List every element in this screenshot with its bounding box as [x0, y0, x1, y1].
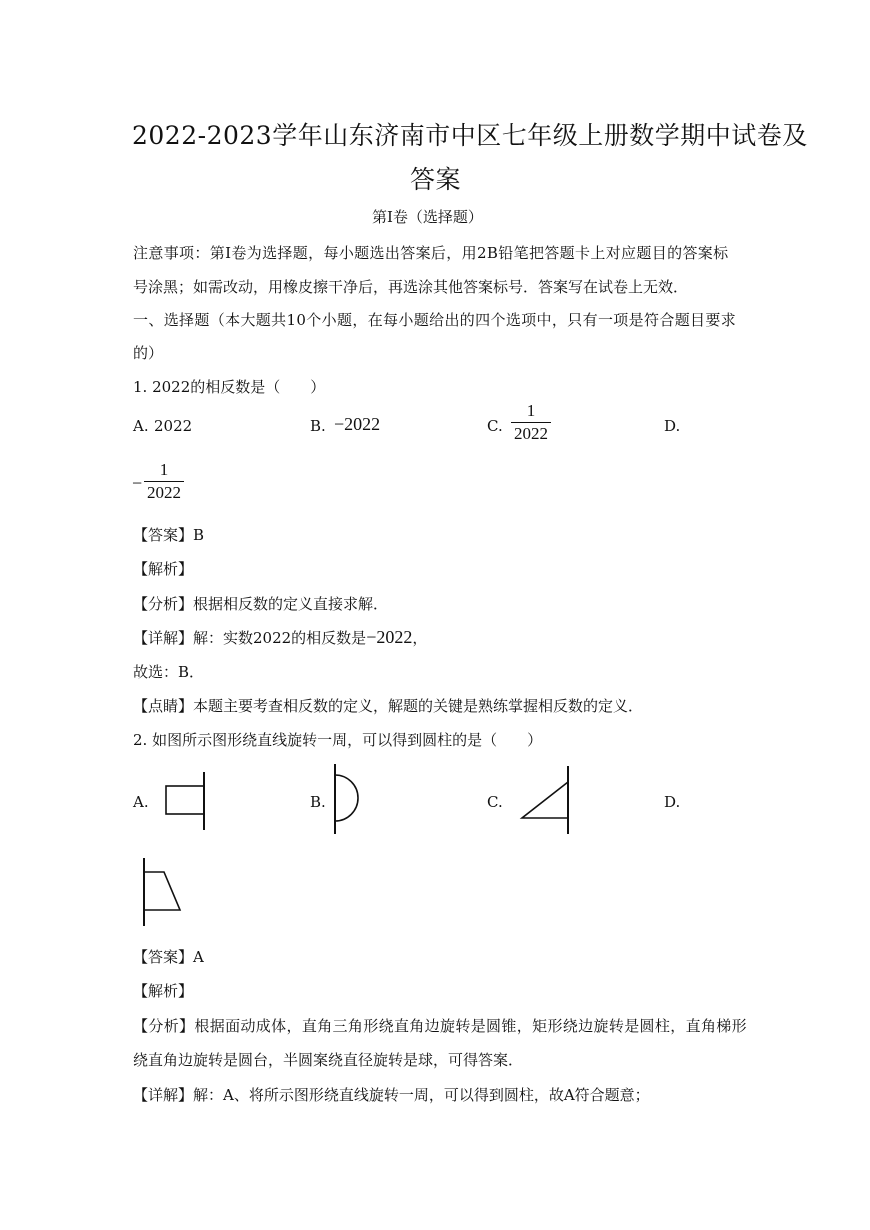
- q2-fenxi-line-1: 【分析】根据面动成体，直角三角形绕直角边旋转是圆锥，矩形绕边旋转是圆柱，直角梯形: [133, 1017, 748, 1035]
- page-title: 2022-2023学年山东济南市中区七年级上册数学期中试卷及: [132, 121, 808, 150]
- q1-detail-text: 【详解】解：实数2022的相反数是: [133, 629, 367, 647]
- q1-option-a-value: 2022: [154, 417, 193, 435]
- q2-fenxi-line-2: 绕直角边旋转是圆台，半圆案绕直径旋转是球，可得答案．: [133, 1051, 524, 1069]
- q2-option-c-triangle-figure: [516, 764, 576, 836]
- q1-option-b-label: B.: [310, 417, 326, 435]
- q1-fenxi: 【分析】根据相反数的定义直接求解．: [133, 595, 389, 613]
- q2-analysis-heading: 【解析】: [133, 982, 194, 1000]
- page-title-continued: 答案: [410, 165, 462, 194]
- section-heading: 第Ⅰ卷（选择题）: [372, 208, 483, 226]
- q1-detail-end: ，: [412, 629, 428, 647]
- q2-option-d-label: D.: [664, 793, 681, 811]
- q2-option-a-label: A.: [133, 793, 149, 811]
- q1-answer: 【答案】B: [133, 526, 205, 544]
- part1-heading-line-2: 的）: [133, 344, 164, 362]
- q1-analysis-heading: 【解析】: [133, 560, 194, 578]
- q1-option-d-label: D.: [664, 417, 681, 435]
- q2-option-d-trapezoid-figure: [138, 856, 188, 928]
- q1-option-d-fraction: [144, 460, 184, 503]
- q2-option-a-rectangle-figure: [160, 770, 210, 832]
- fraction-numerator: 1: [159, 460, 169, 479]
- q2-detail: 【详解】解：A、将所示图形绕直线旋转一周，可以得到圆柱，故A符合题意；: [133, 1086, 650, 1104]
- fraction-denominator: 2022: [514, 424, 548, 443]
- q1-option-b-value: −2022: [334, 414, 381, 434]
- q1-detail: [133, 627, 427, 648]
- q1-stem: 1. 2022的相反数是（ ）: [133, 378, 326, 396]
- notice-line-1: 注意事项：第Ⅰ卷为选择题，每小题选出答案后，用2B铅笔把答题卡上对应题目的答案标: [133, 244, 729, 262]
- q2-option-b-label: B.: [310, 793, 326, 811]
- q2-answer: 【答案】A: [133, 948, 204, 966]
- q1-option-d-sign: −: [132, 473, 143, 493]
- q1-option-a-label: A.: [133, 417, 149, 435]
- q1-choose: 故选：B．: [133, 663, 205, 681]
- fraction-denominator: 2022: [147, 483, 181, 502]
- fraction-bar: [511, 422, 551, 423]
- q2-option-b-semicircle-figure: [328, 762, 368, 836]
- fraction-bar: [144, 481, 184, 482]
- q2-stem: 2. 如图所示图形绕直线旋转一周，可以得到圆柱的是（ ）: [133, 731, 543, 749]
- part1-heading-line-1: 一、选择题（本大题共10个小题，在每小题给出的四个选项中，只有一项是符合题目要求: [133, 311, 737, 329]
- q1-comment: 【点睛】本题主要考查相反数的定义，解题的关键是熟练掌握相反数的定义．: [133, 697, 644, 715]
- q1-option-c-fraction: [511, 401, 551, 444]
- notice-line-2: 号涂黑；如需改动，用橡皮擦干净后，再选涂其他答案标号．答案写在试卷上无效．: [133, 278, 689, 296]
- q1-detail-math: −2022: [366, 627, 413, 647]
- fraction-numerator: 1: [526, 401, 536, 420]
- q2-option-c-label: C.: [487, 793, 503, 811]
- q1-option-c-label: C.: [487, 417, 503, 435]
